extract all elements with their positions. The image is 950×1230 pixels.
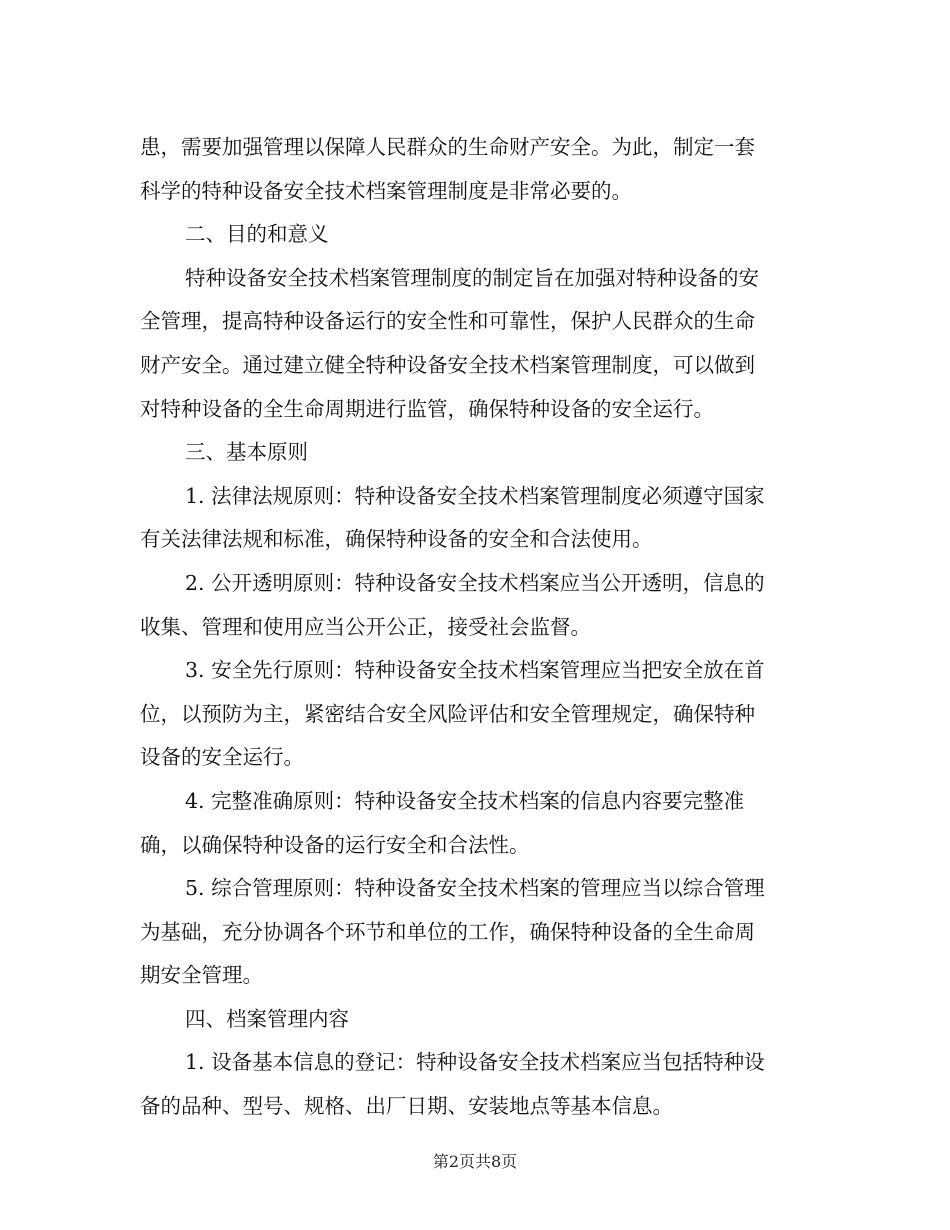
text-line: 5. 综合管理原则：特种设备安全技术档案的管理应当以综合管理: [185, 876, 765, 901]
text-line: 2. 公开透明原则：特种设备安全技术档案应当公开透明，信息的: [185, 570, 765, 595]
document-body: [140, 126, 814, 1129]
text-line: 1. 法律法规原则：特种设备安全技术档案管理制度必须遵守国家: [185, 483, 765, 508]
text-line: 患，需要加强管理以保障人民群众的生命财产安全。为此，制定一套: [140, 135, 755, 159]
text-line: 三、基本原则: [185, 440, 308, 465]
text-line: 有关法律法规和标准，确保特种设备的安全和合法使用。: [140, 527, 653, 552]
text-line: 特种设备安全技术档案管理制度的制定旨在加强对特种设备的安: [185, 265, 759, 290]
text-line: 设备的安全运行。: [140, 745, 304, 770]
text-line: 对特种设备的全生命周期进行监管，确保特种设备的安全运行。: [140, 396, 714, 421]
text-line: 期安全管理。: [140, 963, 263, 988]
text-line: 财产安全。通过建立健全特种设备安全技术档案管理制度，可以做到: [140, 352, 755, 377]
page-number: 第2页共8页: [432, 1152, 518, 1171]
text-line: 四、档案管理内容: [185, 1006, 349, 1031]
text-line: 3. 安全先行原则：特种设备安全技术档案管理应当把安全放在首: [185, 658, 765, 683]
text-line: 4. 完整准确原则：特种设备安全技术档案的信息内容要完整准: [185, 788, 745, 813]
text-line: 1. 设备基本信息的登记：特种设备安全技术档案应当包括特种设: [185, 1050, 765, 1075]
text-line: 科学的特种设备安全技术档案管理制度是非常必要的。: [140, 178, 632, 203]
text-line: 为基础，充分协调各个环节和单位的工作，确保特种设备的全生命周: [140, 919, 755, 944]
text-line: 位，以预防为主，紧密结合安全风险评估和安全管理规定，确保特种: [140, 701, 755, 726]
text-line: 备的品种、型号、规格、出厂日期、安装地点等基本信息。: [140, 1094, 673, 1119]
text-line: 确，以确保特种设备的运行安全和合法性。: [140, 832, 530, 857]
text-line: 二、目的和意义: [185, 222, 329, 247]
text-line: 全管理，提高特种设备运行的安全性和可靠性，保护人民群众的生命: [140, 309, 755, 334]
text-line: 收集、管理和使用应当公开公正，接受社会监督。: [140, 614, 591, 639]
